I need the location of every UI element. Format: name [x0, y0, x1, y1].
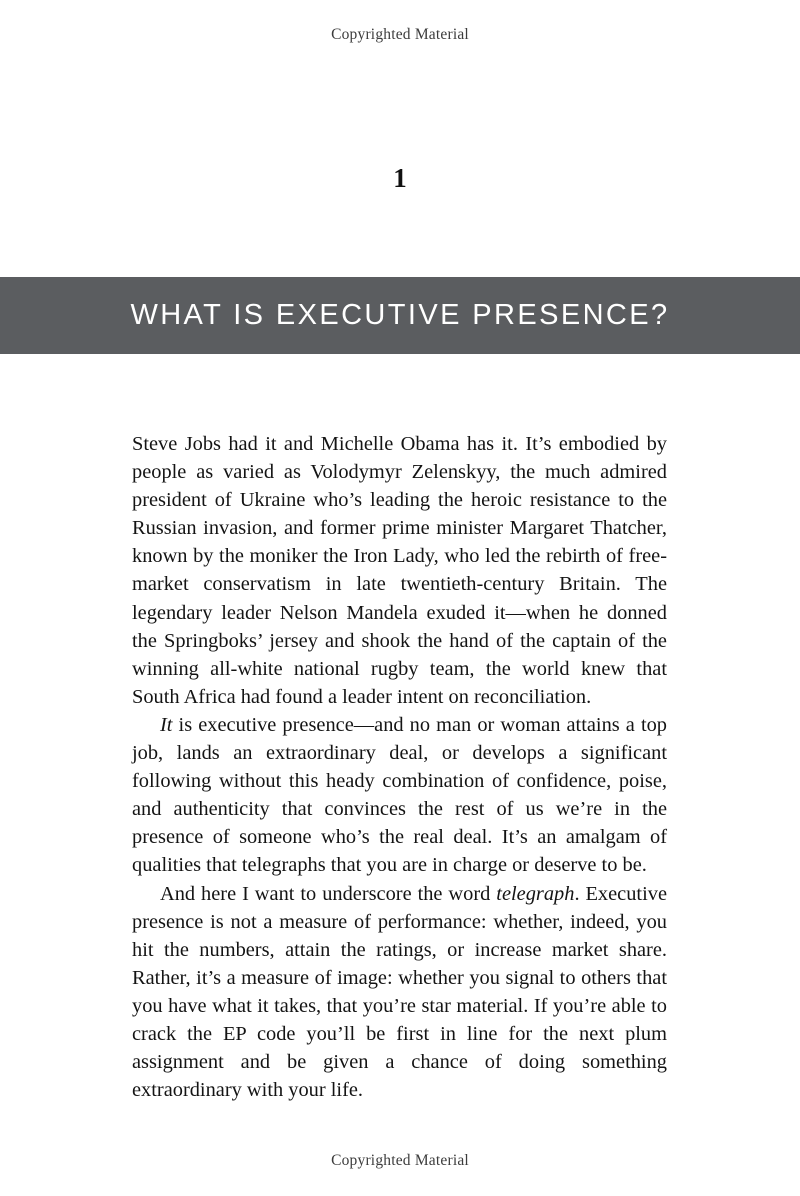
paragraph-2-lead-italic: It [160, 713, 173, 736]
chapter-title: WHAT IS EXECUTIVE PRESENCE? [130, 299, 670, 331]
paragraph-3-before-italic: And here I want to underscore the word [160, 882, 497, 905]
paragraph-2-rest: is executive presence—and no man or woman attains a top job, lands an extraordinary deal, or develops a significant following without this heady combination of confidence, poise, and authenticity that convinces the rest of us we’re in the presence of someone who’s the real deal. It’s an amalgam of qualities that telegraphs that you are in charge or deserve to be. [132, 713, 667, 877]
paragraph-2 [132, 711, 667, 880]
paragraph-3-after-italic: . Executive presence is not a measure of performance: whether, indeed, you hit the numbers, attain the ratings, or increase market share. Rather, it’s a measure of image: whether you signal to others that you have what it takes, that you’re star material. If you’re able to crack the EP code you’ll be first in line for the next plum assignment and be given a chance of doing something extraordinary with your life. [132, 882, 667, 1102]
paragraph-1: Steve Jobs had it and Michelle Obama has it. It’s embodied by people as varied as Volodymyr Zelenskyy, the much admired president of Ukraine who’s leading the heroic resistance to the Russian invasion, and former prime minister Margaret Thatcher, known by the moniker the Iron Lady, who led the rebirth of free-market conservatism in late twentieth-century Britain. The legendary leader Nelson Mandela exuded it—when he donned the Springboks’ jersey and shook the hand of the captain of the winning all-white national rugby team, the world knew that South Africa had found a leader intent on reconciliation. [132, 433, 667, 708]
paragraph-3-italic-word: telegraph [496, 882, 575, 905]
copyright-notice-bottom: Copyrighted Material [331, 1152, 469, 1169]
copyright-notice-top: Copyrighted Material [331, 26, 469, 43]
body-text [132, 430, 667, 1104]
chapter-title-band [0, 277, 800, 354]
paragraph-3 [132, 880, 667, 1105]
chapter-number: 1 [393, 163, 407, 193]
